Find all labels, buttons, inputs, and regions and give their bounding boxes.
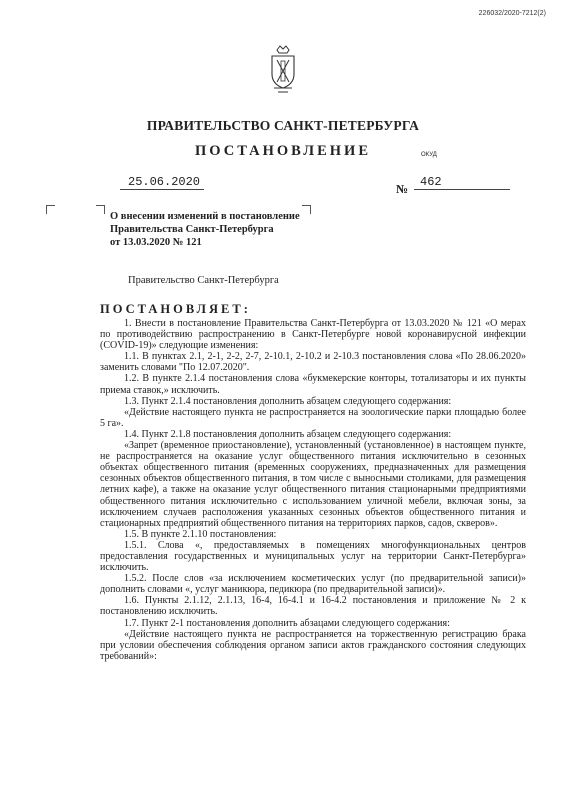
- document-body: [100, 318, 526, 662]
- document-type: ПОСТАНОВЛЕНИЕ: [194, 143, 371, 159]
- paragraph: 1.4. Пункт 2.1.8 постановления дополнить абзацем следующего содержания:: [124, 428, 452, 440]
- subject-line: О внесении изменений в постановление: [110, 211, 300, 222]
- resolves-heading: ПОСТАНОВЛЯЕТ:: [100, 302, 251, 316]
- corner-mark-left: [46, 205, 55, 214]
- document-id: 226032/2020-7212(2): [478, 10, 546, 17]
- paragraph: 1.2. В пункте 2.1.4 постановления слова «букмекерские конторы, тотализаторы и их пункты приема ставок,» исключить.: [100, 373, 526, 396]
- government-title: ПРАВИТЕЛЬСТВО САНКТ-ПЕТЕРБУРГА: [146, 118, 420, 133]
- subject-line: Правительства Санкт-Петербурга: [110, 224, 274, 235]
- paragraph: 1.7. Пункт 2-1 постановления дополнить абзацами следующего содержания:: [124, 617, 450, 629]
- number-label: №: [396, 182, 409, 196]
- paragraph: 1.5.2. После слов «за исключением косметических услуг (по предварительной записи)» дополнить словами «, услуг маникюра, педикюра (по предварительной записи)».: [100, 573, 526, 596]
- date-underline: [120, 189, 204, 190]
- coat-of-arms-icon: [268, 44, 298, 96]
- number-underline: [414, 189, 510, 190]
- paragraph: 1.3. Пункт 2.1.4 постановления дополнить абзацем следующего содержания:: [124, 395, 452, 407]
- paragraph: «Действие настоящего пункта не распространяется на зоологические парки площадью более 5 га».: [100, 406, 526, 429]
- intro-text: Правительство Санкт-Петербурга: [128, 275, 279, 286]
- corner-mark-right: [302, 205, 311, 214]
- paragraph: 1. Внести в постановление Правительства Санкт-Петербурга от 13.03.2020 № 121 «О мерах по противодействию распространению в Санкт-Петербурге новой коронавирусной инфекции (COVID-19)» следующие изменения:: [100, 318, 526, 352]
- subject-line: от 13.03.2020 № 121: [110, 237, 202, 248]
- document-number: 462: [420, 175, 442, 189]
- paragraph: 1.1. В пунктах 2.1, 2-1, 2-2, 2-7, 2-10.1, 2-10.2 и 2-10.3 постановления слова «По 28.06.2020» заменить словами "По 12.07.2020".: [100, 351, 526, 374]
- paragraph: «Запрет (временное приостановление), установленный (установленное) в настоящем пункте, не распространяется на оказание услуг общественного питания исключительно в сезонных объектах общественного питания (временных сооружениях, предназначенных для размещения сезонных объектов общественного питания, в том числе с выносными столиками, для размещения летних кафе), а также на оказание услуг общественного питания стационарными предприятиями общественного питания исключительно с использованием уличной мебели, включая зоны, за исключением случаев расположения указанных сезонных объектов общественного питания и стационарных предприятий общественного питания на территориях парков, садов, скверов».: [100, 440, 526, 529]
- paragraph: 1.5. В пункте 2.1.10 постановления:: [124, 528, 277, 540]
- corner-mark-left-inner: [96, 205, 105, 214]
- document-subject: [110, 210, 300, 249]
- document-date: 25.06.2020: [128, 175, 201, 189]
- paragraph: 1.6. Пункты 2.1.12, 2.1.13, 16-4, 16-4.1 и 16-4.2 постановления и приложение № 2 к постановлению исключить.: [100, 595, 526, 618]
- paragraph: 1.5.1. Слова «, предоставляемых в помещениях многофункциональных центров предоставления государственных и муниципальных услуг на территории Санкт-Петербурга» исключить.: [100, 539, 526, 574]
- okud-mark: ОКУД: [421, 152, 437, 158]
- paragraph: «Действие настоящего пункта не распространяется на торжественную регистрацию брака при условии обеспечения соблюдения органом записи актов гражданского состояния следующих требований»:: [100, 628, 526, 662]
